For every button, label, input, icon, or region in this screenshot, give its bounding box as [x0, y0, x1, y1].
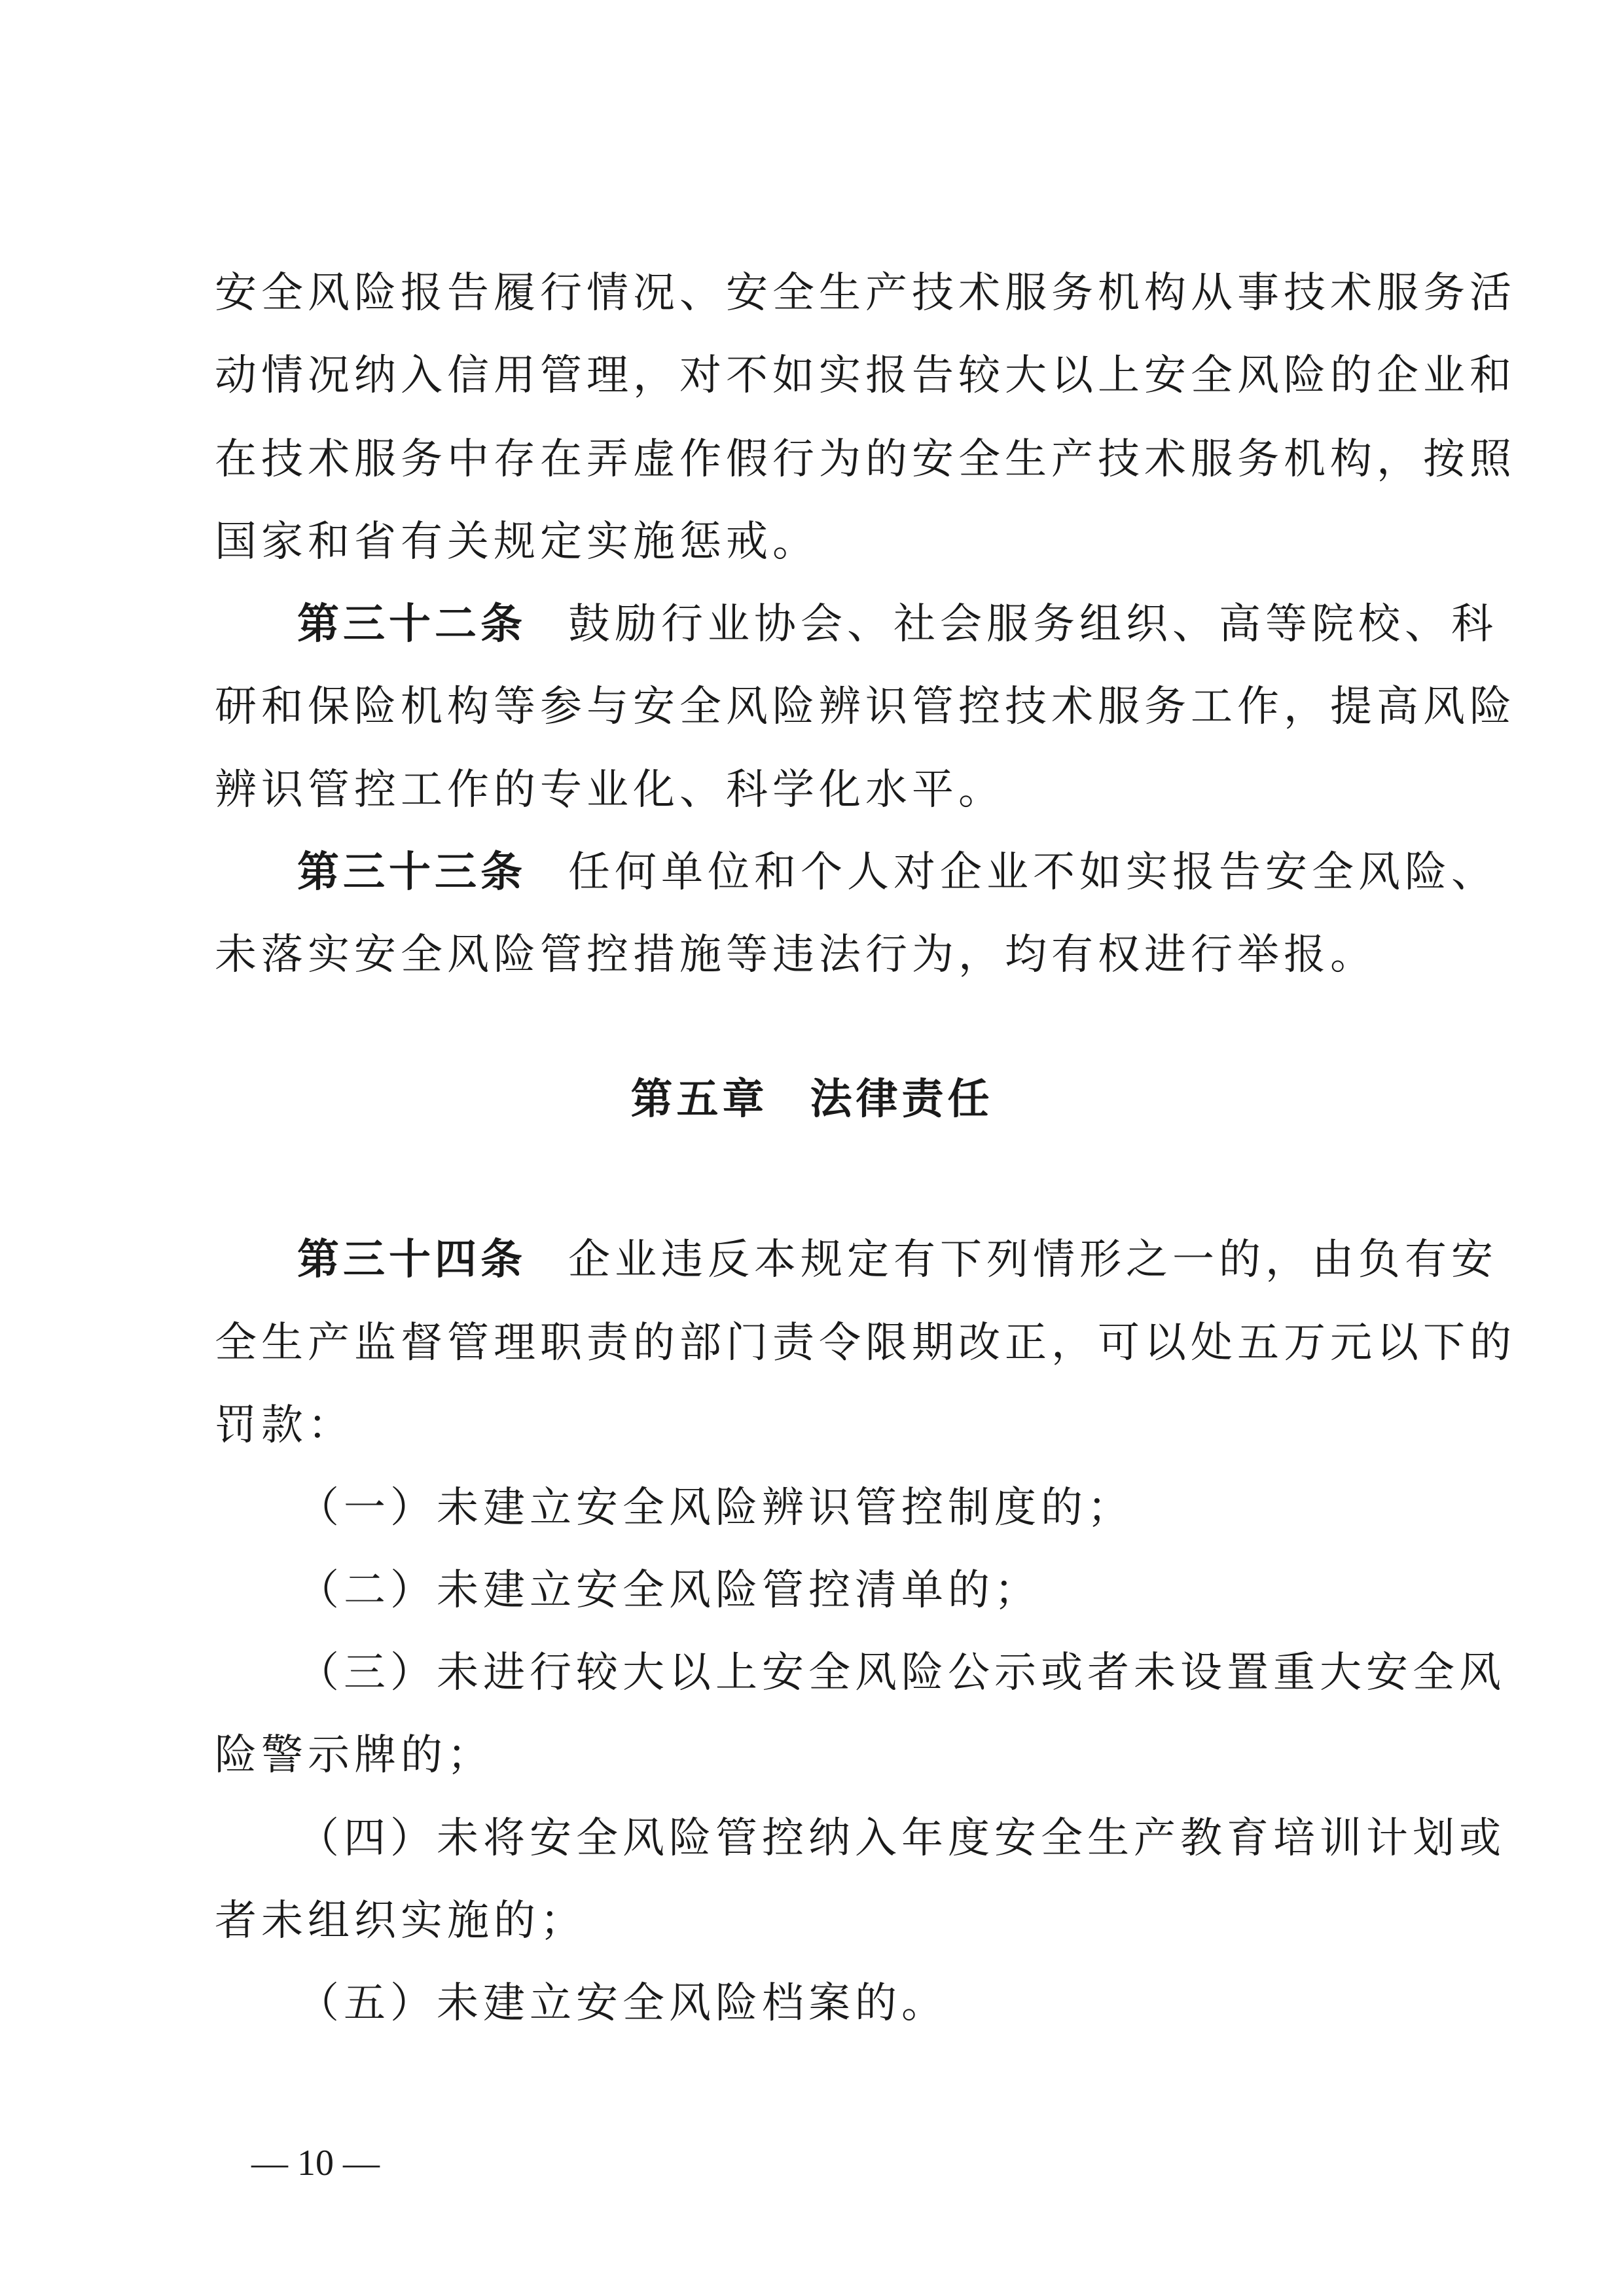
paragraph-line: 罚款： — [215, 1401, 354, 1450]
list-item: （四）未将安全风险管控纳入年度安全生产教育培训计划或 — [297, 1814, 1506, 1863]
chapter-number: 第五章 — [630, 1075, 768, 1124]
paragraph-line: 全生产监督管理职责的部门责令限期改正，可以处五万元以下的 — [215, 1319, 1516, 1367]
list-item: （五）未建立安全风险档案的。 — [297, 1979, 948, 2028]
paragraph-line: 安全风险报告履行情况、安全生产技术服务机构从事技术服务活 — [215, 269, 1516, 317]
list-item: （二）未建立安全风险管控清单的； — [297, 1566, 1041, 1615]
chapter-title: 法律责任 — [810, 1075, 994, 1124]
paragraph-line: 未落实安全风险管控措施等违法行为，均有权进行举报。 — [215, 931, 1377, 979]
list-item-continuation: 者未组织实施的； — [215, 1897, 586, 1945]
paragraph-line: 在技术服务中存在弄虚作假行为的安全生产技术服务机构，按照 — [215, 435, 1516, 484]
page-number: — 10 — — [251, 2143, 380, 2183]
article-34-first-line — [297, 1227, 1498, 1293]
article-text: 企业违反本规定有下列情形之一的，由负有安 — [568, 1236, 1498, 1284]
list-item: （一）未建立安全风险辨识管控制度的； — [297, 1484, 1134, 1532]
paragraph-line: 动情况纳入信用管理，对不如实报告较大以上安全风险的企业和 — [215, 351, 1516, 400]
paragraph-line: 研和保险机构等参与安全风险辨识管控技术服务工作，提高风险 — [215, 683, 1516, 731]
list-item: （三）未进行较大以上安全风险公示或者未设置重大安全风 — [297, 1649, 1506, 1697]
article-text: 任何单位和个人对企业不如实报告安全风险、 — [568, 848, 1498, 897]
article-number: 第三十四条 — [297, 1236, 526, 1284]
list-item-continuation: 险警示牌的； — [215, 1731, 494, 1780]
article-number: 第三十三条 — [297, 848, 526, 897]
article-32-first-line — [297, 592, 1498, 657]
paragraph-line: 辨识管控工作的专业化、科学化水平。 — [215, 766, 1005, 814]
chapter-heading — [0, 1067, 1624, 1132]
article-33-first-line — [297, 840, 1498, 905]
article-text: 鼓励行业协会、社会服务组织、高等院校、科 — [568, 600, 1498, 649]
article-number: 第三十二条 — [297, 600, 526, 649]
paragraph-line: 国家和省有关规定实施惩戒。 — [215, 518, 819, 566]
